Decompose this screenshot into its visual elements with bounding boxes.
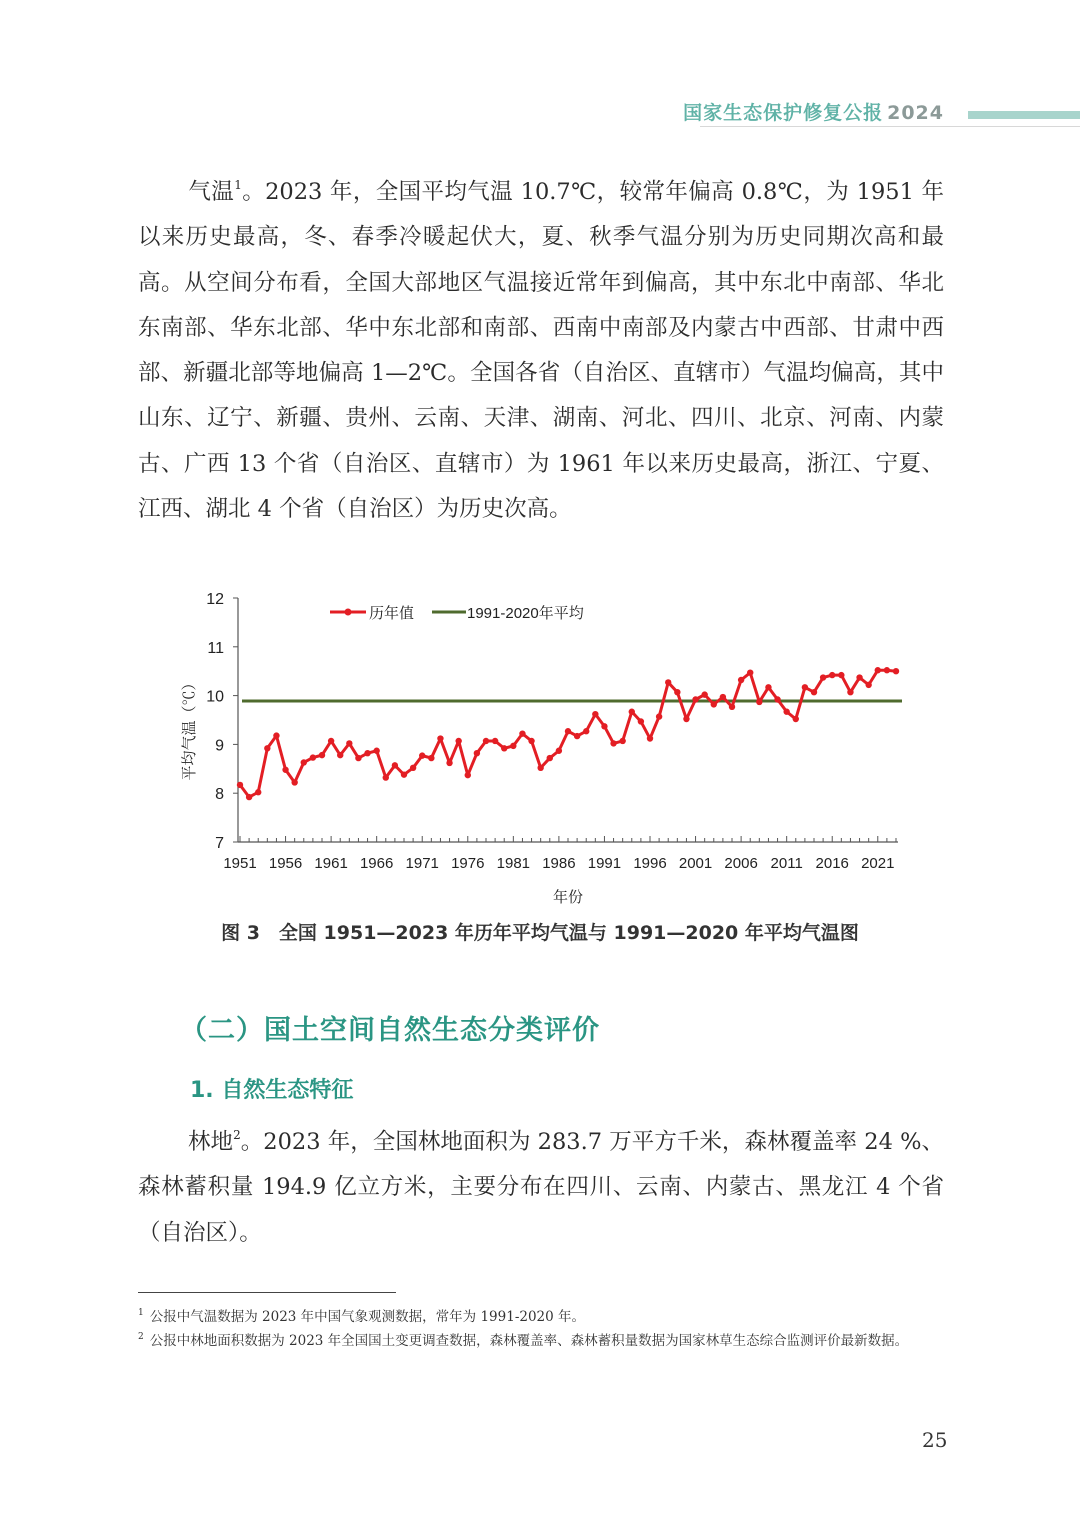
temperature-line-chart xyxy=(170,580,930,910)
data-point xyxy=(301,759,307,765)
data-point xyxy=(273,732,279,738)
data-point xyxy=(847,689,853,695)
data-point xyxy=(765,684,771,690)
data-point xyxy=(465,772,471,778)
data-point xyxy=(865,682,871,688)
data-point xyxy=(747,669,753,675)
data-point xyxy=(428,755,434,761)
x-tick-label: 2006 xyxy=(724,855,758,872)
x-tick-label: 1951 xyxy=(223,855,257,872)
header-accent-bar xyxy=(968,111,1080,119)
data-point xyxy=(319,752,325,758)
data-point xyxy=(528,738,534,744)
data-point xyxy=(255,789,261,795)
x-tick-label: 1981 xyxy=(496,855,531,872)
data-point xyxy=(610,740,616,746)
footnote-divider xyxy=(138,1292,396,1293)
data-point xyxy=(310,754,316,760)
data-point xyxy=(264,745,270,751)
data-point xyxy=(392,762,398,768)
data-point xyxy=(711,701,717,707)
paragraph-forest xyxy=(138,1120,944,1256)
header-rule xyxy=(700,126,1080,127)
data-point xyxy=(893,668,899,674)
figure-caption: 图 3 全国 1951—2023 年历年平均气温与 1991—2020 年平均气温图 xyxy=(221,922,859,944)
y-tick-label: 10 xyxy=(206,688,224,706)
data-point xyxy=(373,748,379,754)
data-point xyxy=(483,738,489,744)
paragraph-temperature xyxy=(138,170,944,532)
legend-annual-label: 历年值 xyxy=(369,605,415,622)
data-point xyxy=(829,672,835,678)
data-point xyxy=(665,679,671,685)
data-point xyxy=(674,689,680,695)
y-tick-label: 8 xyxy=(215,786,224,804)
para-body: 。2023 年，全国林地面积为 283.7 万平方千米，森林覆盖率 24 %、森林蓄积量 194.9 亿立方米，主要分布在四川、云南、内蒙古、黑龙江 4 个省（自治区）。 xyxy=(138,1129,944,1246)
y-tick-label: 11 xyxy=(207,639,224,657)
para-body: 。2023 年，全国平均气温 10.7℃，较常年偏高 0.8℃，为 1951 年以来历史最高，冬、春季冷暖起伏大，夏、秋季气温分别为历史同期次高和最高。从空间分布看，全国大部地区气温接近常年到偏高，其中东北中南部、华北东南部、华东北部、华中东北部和南部、西南中南部及内蒙古中西部、甘肃中西部、新疆北部等地偏高 1—2℃。全国各省（自治区、直辖市）气温均偏高，其中山东、辽宁、新疆、贵州、云南、天津、湖南、河北、四川、北京、河南、内蒙古、广西 13 个省（自治区、直辖市）为 1961 年以来历史最高，浙江、宁夏、江西、湖北 4 个省（自治区）为历史次高。 xyxy=(138,179,944,523)
x-tick-label: 1966 xyxy=(359,855,394,872)
data-point xyxy=(856,674,862,680)
x-tick-label: 1956 xyxy=(268,855,303,872)
footnote-ref[interactable]: 1 xyxy=(234,178,242,192)
x-tick-label: 1991 xyxy=(587,855,622,872)
data-point xyxy=(701,691,707,697)
x-tick-label: 1961 xyxy=(314,855,348,872)
data-point xyxy=(401,771,407,777)
data-point xyxy=(619,738,625,744)
footnotes xyxy=(138,1305,948,1353)
data-point xyxy=(383,774,389,780)
x-axis-label: 年份 xyxy=(552,889,584,906)
x-tick-label: 1986 xyxy=(542,855,576,872)
data-point xyxy=(692,696,698,702)
data-point xyxy=(328,738,334,744)
footnote-ref[interactable]: 2 xyxy=(233,1128,241,1142)
running-header xyxy=(0,96,1080,130)
y-tick-label: 9 xyxy=(215,737,224,755)
data-point xyxy=(647,735,653,741)
data-point xyxy=(802,684,808,690)
data-point xyxy=(437,735,443,741)
data-point xyxy=(519,730,525,736)
para-lead: 气温 xyxy=(188,179,235,205)
page-number: 25 xyxy=(922,1428,948,1452)
data-point xyxy=(364,750,370,756)
data-point xyxy=(474,750,480,756)
data-point xyxy=(501,745,507,751)
section-heading: （二）国土空间自然生态分类评价 xyxy=(180,1015,600,1046)
data-point xyxy=(583,728,589,734)
x-tick-label: 2011 xyxy=(770,855,803,872)
data-point xyxy=(683,716,689,722)
legend-annual-marker xyxy=(345,609,352,616)
data-point xyxy=(820,674,826,680)
y-tick-label: 7 xyxy=(215,835,224,852)
data-point xyxy=(446,760,452,766)
data-point xyxy=(565,728,571,734)
data-point xyxy=(337,752,343,758)
data-point xyxy=(811,689,817,695)
x-tick-label: 2016 xyxy=(815,855,849,872)
data-point xyxy=(656,713,662,719)
x-tick-label: 2001 xyxy=(678,855,713,872)
y-tick-label: 12 xyxy=(206,591,224,608)
x-tick-label: 1976 xyxy=(451,855,485,872)
x-tick-label: 2021 xyxy=(861,855,895,872)
data-point xyxy=(556,748,562,754)
data-point xyxy=(346,740,352,746)
footnote-2: $^2$ 公报中林地面积数据为 2023 年全国国土变更调查数据，森林覆盖率、森林蓄积量数据为国家林草生态综合监测评价最新数据。 xyxy=(138,1332,909,1349)
legend-average-label: 1991-2020年平均 xyxy=(467,605,584,622)
data-point xyxy=(237,782,243,788)
data-point xyxy=(282,767,288,773)
data-point xyxy=(592,711,598,717)
data-point xyxy=(638,718,644,724)
x-tick-label: 1971 xyxy=(405,855,439,872)
data-point xyxy=(738,677,744,683)
footnote-1: $^1$ 公报中气温数据为 2023 年中国气象观测数据，常年为 1991-2020 年。 xyxy=(138,1308,586,1325)
data-point xyxy=(291,779,297,785)
data-point xyxy=(729,704,735,710)
data-point xyxy=(720,694,726,700)
data-point xyxy=(838,672,844,678)
data-point xyxy=(793,716,799,722)
para-lead: 林地 xyxy=(188,1129,234,1155)
data-point xyxy=(875,667,881,673)
data-point xyxy=(774,696,780,702)
y-axis-label: 平均气温（℃） xyxy=(181,675,198,781)
data-point xyxy=(419,752,425,758)
data-point xyxy=(410,765,416,771)
data-point xyxy=(783,709,789,715)
data-point xyxy=(629,709,635,715)
data-point xyxy=(492,738,498,744)
data-point xyxy=(574,733,580,739)
publication-title: 国家生态保护修复公报 2024 xyxy=(683,102,944,124)
publication-year: 2024 xyxy=(887,102,944,124)
data-point xyxy=(601,723,607,729)
data-point xyxy=(455,738,461,744)
data-point xyxy=(355,755,361,761)
data-point xyxy=(537,765,543,771)
data-point xyxy=(547,755,553,761)
data-point xyxy=(510,743,516,749)
data-point xyxy=(756,699,762,705)
subsection-heading: 1. 自然生态特征 xyxy=(190,1078,354,1103)
x-tick-label: 1996 xyxy=(633,855,667,872)
data-point xyxy=(246,794,252,800)
data-point xyxy=(884,667,890,673)
